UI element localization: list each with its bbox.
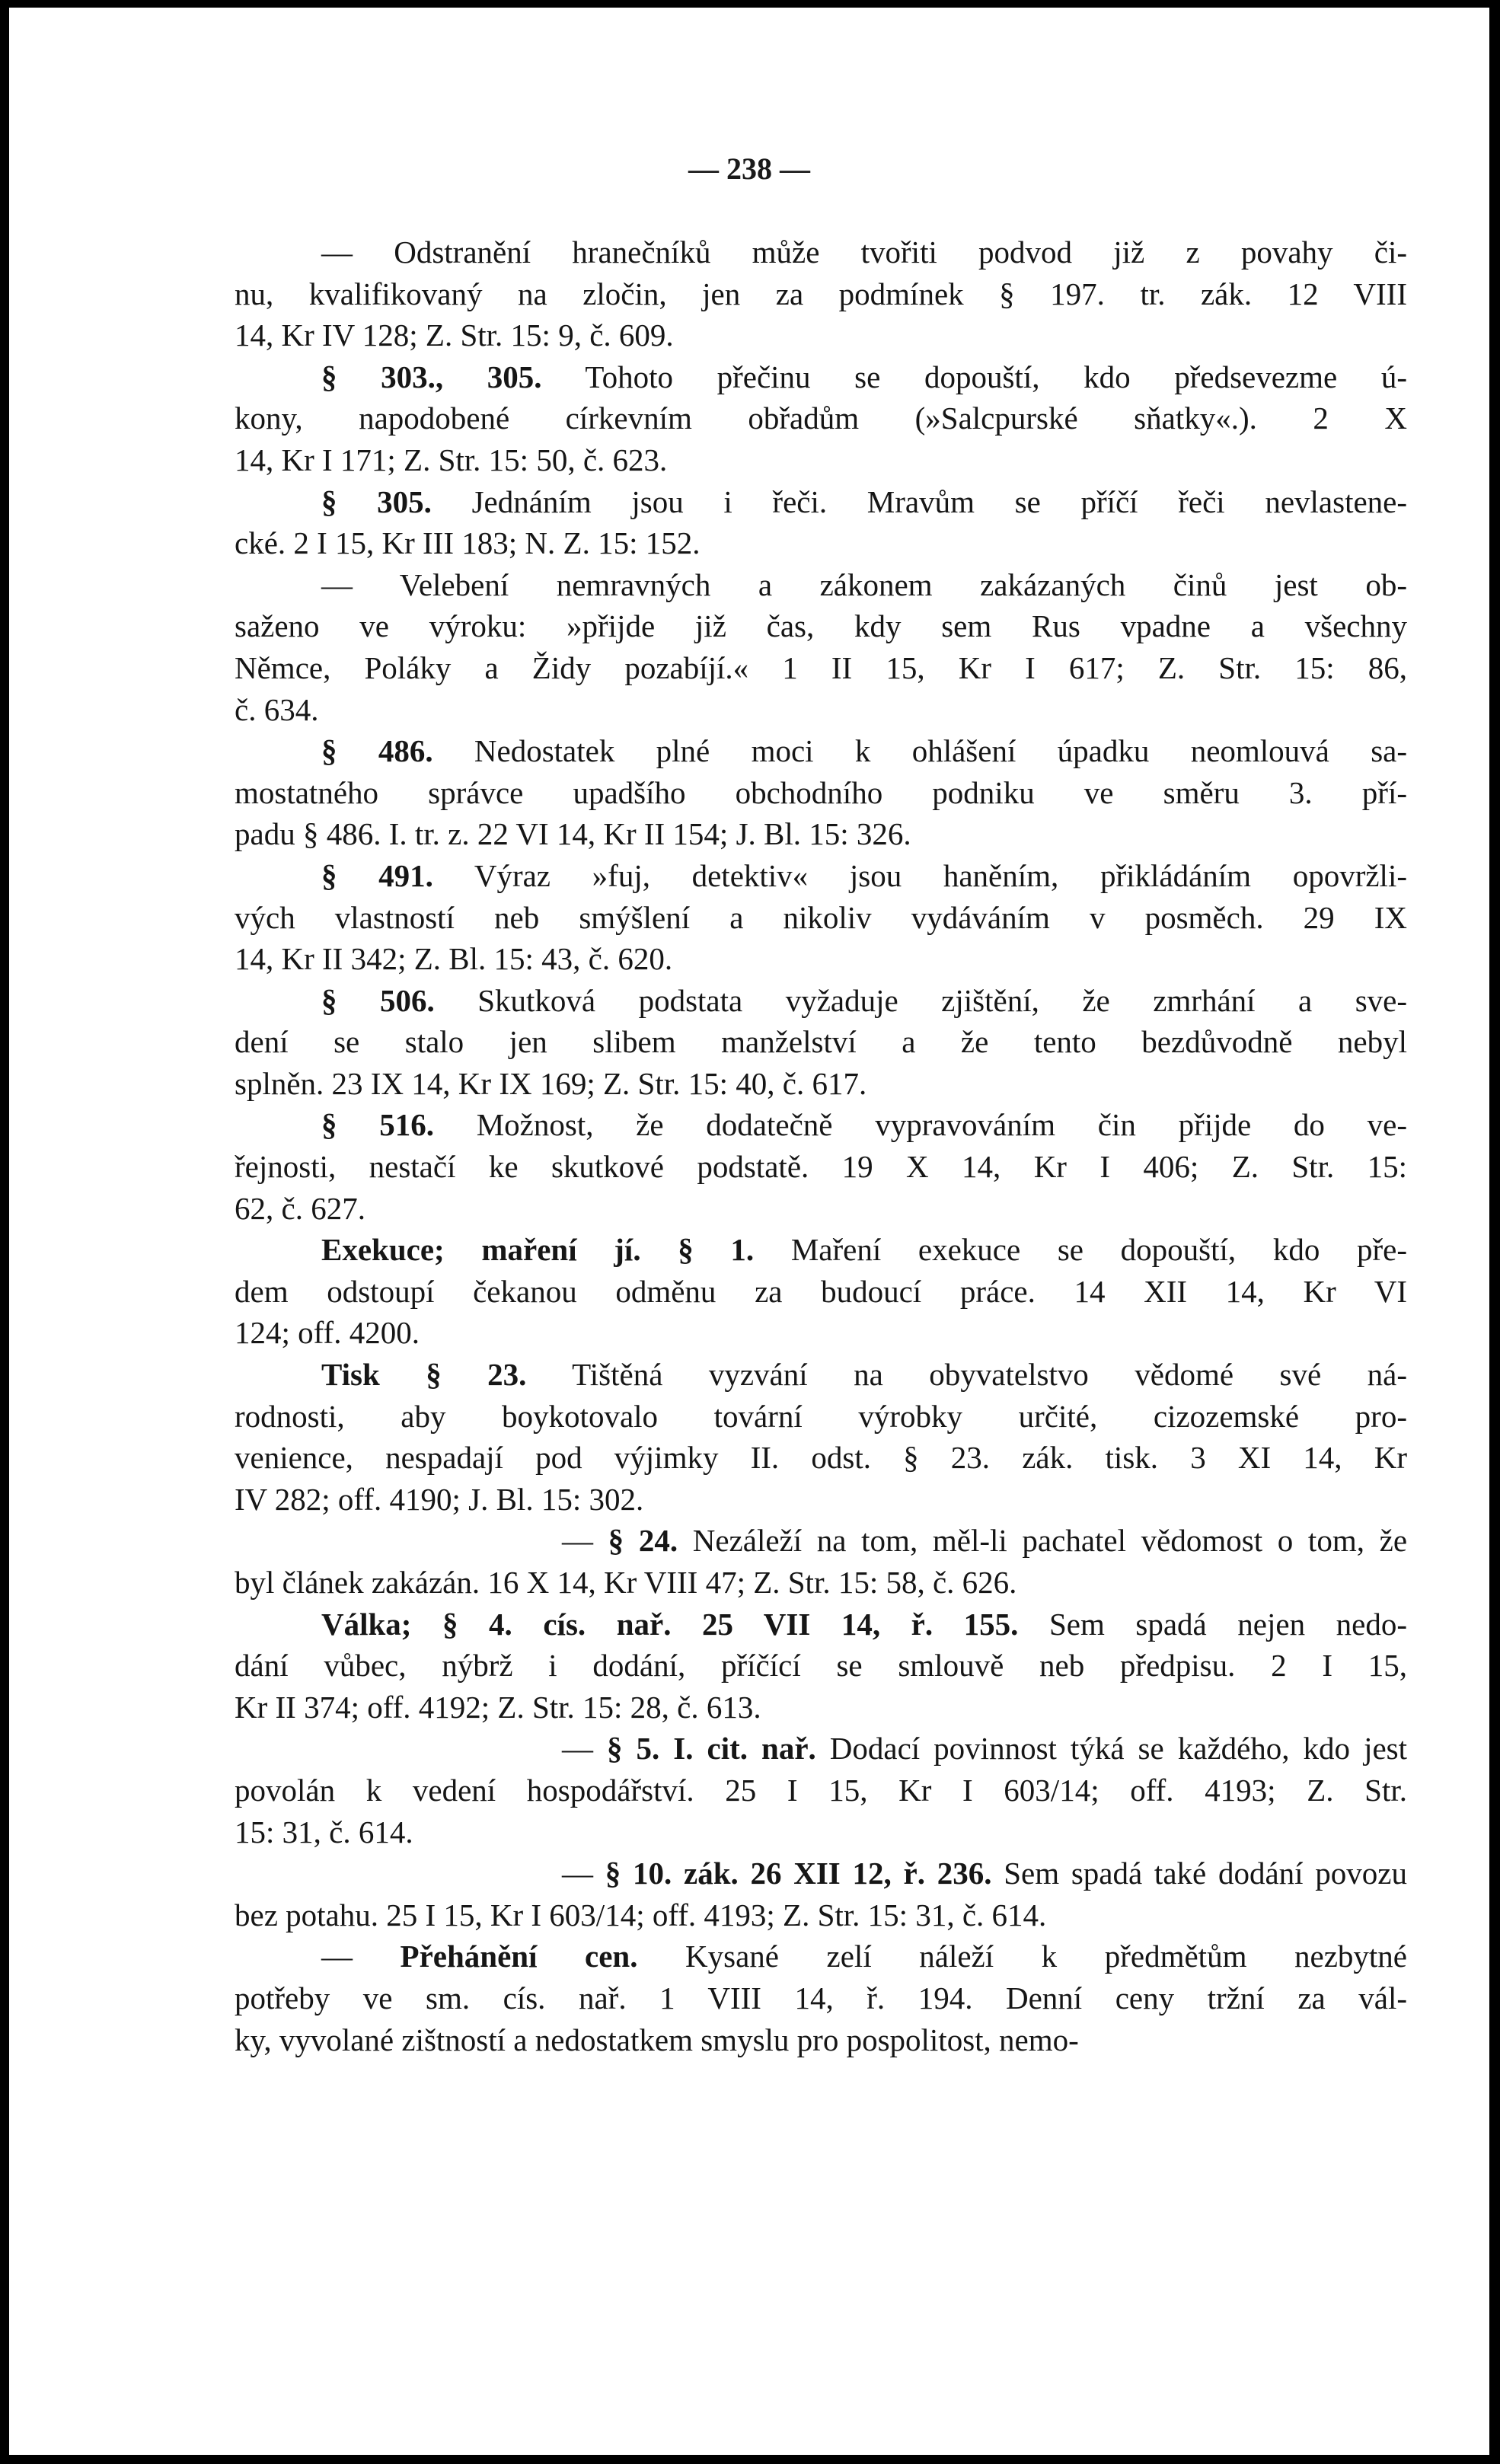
line-text: Němce, Poláky a Židy pozabíjí.« 1 II 15, Kr I 617; Z. Str. 15: 86, [235,650,1407,685]
section-heading: Válka; § 4. cís. nař. 25 VII 14, ř. 155. [321,1606,1019,1642]
page-text-body [235,231,1407,2060]
line-text: Výraz »fuj, detektiv« jsou haněním, přikládáním opovržli- [432,857,1407,893]
line-text: povolán k vedení hospodářství. 25 I 15, Kr I 603/14; off. 4193; Z. Str. [235,1772,1407,1808]
text-line [235,1604,1407,1645]
line-text: 14, Kr II 342; Z. Bl. 15: 43, č. 620. [235,941,673,977]
text-line [235,1188,1407,1230]
text-line [235,1894,1407,1936]
section-heading: § 486. [321,733,433,769]
line-text: dání vůbec, nýbrž i dodání, příčící se smlouvě neb předpisu. 2 I 15, [235,1648,1407,1684]
dash-prefix: — [321,1939,401,1974]
line-text: Skutková podstata vyžaduje zjištění, že zmrhání a sve- [434,982,1408,1018]
text-line [235,231,1407,273]
line-text: padu § 486. I. tr. z. 22 VI 14, Kr II 154; J. Bl. 15: 326. [235,816,911,852]
line-text: Kysané zelí náleží k předmětům nezbytné [637,1939,1407,1974]
text-line [235,1853,1407,1894]
text-line [235,1104,1407,1146]
text-line [235,1229,1407,1271]
line-text: 14, Kr I 171; Z. Str. 15: 50, č. 623. [235,442,668,477]
line-text: Jednáním jsou i řeči. Mravům se příčí řeči nevlastene- [431,484,1408,519]
line-text: IV 282; off. 4190; J. Bl. 15: 302. [235,1481,644,1517]
book-page [9,8,1489,2455]
line-text: saženo ve výroku: »přijde již čas, kdy sem Rus vpadne a všechny [235,608,1407,644]
text-line [235,980,1407,1022]
line-text: splněn. 23 IX 14, Kr IX 169; Z. Str. 15: 40, č. 617. [235,1065,867,1101]
line-text: cké. 2 I 15, Kr III 183; N. Z. 15: 152. [235,525,701,561]
section-heading: § 506. [321,982,435,1018]
line-text: — Velebení nemravných a zákonem zakázaných činů jest ob- [321,567,1407,602]
line-text: řejnosti, nestačí ke skutkové podstatě. 19 X 14, Kr I 406; Z. Str. 15: [235,1149,1407,1185]
text-line [235,897,1407,939]
page-number: — 238 — [688,152,810,186]
text-line [235,1645,1407,1687]
line-text: Možnost, že dodatečně vypravováním čin přijde do ve- [433,1107,1408,1143]
text-line [235,1770,1407,1811]
text-line [235,855,1407,897]
text-line [235,730,1407,772]
dash-prefix: — [562,1856,605,1891]
line-text: byl článek zakázán. 16 X 14, Kr VIII 47; Z. Str. 15: 58, č. 626. [235,1565,1017,1600]
section-heading: § 5. I. cit. nař. [607,1731,816,1767]
line-text: dem odstoupí čekanou odměnu za budoucí práce. 14 XII 14, Kr VI [235,1273,1407,1309]
text-line [235,1271,1407,1313]
section-heading: § 303., 305. [321,359,542,394]
dash-prefix: — [562,1523,608,1559]
text-line [235,689,1407,731]
text-line [235,1562,1407,1604]
text-line [235,1728,1407,1770]
line-text: 124; off. 4200. [235,1315,420,1351]
section-heading: Exekuce; maření jí. § 1. [321,1232,755,1268]
text-line [235,1021,1407,1063]
text-line [235,564,1407,606]
section-heading: Tisk § 23. [321,1357,527,1393]
text-line [235,1437,1407,1479]
section-heading: § 10. zák. 26 XII 12, ř. 236. [605,1856,992,1891]
text-line [235,1146,1407,1188]
line-text: kony, napodobené církevním obřadům (»Salcpurské sňatky«.). 2 X [235,401,1407,436]
line-text: rodnosti, aby boykotovalo tovární výrobky určité, cizozemské pro- [235,1398,1407,1434]
text-line [235,1354,1407,1396]
line-text: bez potahu. 25 I 15, Kr I 603/14; off. 4193; Z. Str. 15: 31, č. 614. [235,1897,1047,1933]
text-line [235,439,1407,481]
text-line [235,938,1407,980]
text-line [235,772,1407,814]
text-line [235,1396,1407,1438]
line-text: 15: 31, č. 614. [235,1814,413,1850]
line-text: 14, Kr IV 128; Z. Str. 15: 9, č. 609. [235,318,674,353]
text-line [235,273,1407,315]
line-text: Dodací povinnost týká se každého, kdo jest [815,1731,1408,1767]
text-line [235,605,1407,647]
line-text: ky, vyvolané zištností a nedostatkem smyslu pro pospolitost, nemo- [235,2022,1079,2057]
section-heading: § 305. [321,484,432,519]
section-heading: § 24. [608,1523,678,1559]
line-text: Nezáleží na tom, měl-li pachatel vědomost o tom, že [678,1523,1408,1559]
line-text: mostatného správce upadšího obchodního podniku ve směru 3. pří- [235,774,1407,810]
line-text: vých vlastností neb smýšlení a nikoliv vydáváním v posměch. 29 IX [235,899,1407,935]
line-text: venience, nespadají pod výjimky II. odst. § 23. zák. tisk. 3 XI 14, Kr [235,1440,1407,1476]
text-line [235,314,1407,356]
text-line [235,481,1407,523]
line-text: Sem spadá nejen nedo- [1018,1606,1407,1642]
line-text: nu, kvalifikovaný na zločin, jen za podmínek § 197. tr. zák. 12 VIII [235,276,1407,311]
line-text: Kr II 374; off. 4192; Z. Str. 15: 28, č. 613. [235,1689,761,1725]
text-line [235,647,1407,689]
text-line [235,1687,1407,1728]
line-text: č. 634. [235,691,319,727]
line-text: Sem spadá také dodání povozu [991,1856,1408,1891]
text-line [235,1811,1407,1853]
text-line [235,2019,1407,2061]
text-line [235,1312,1407,1354]
line-text: Nedostatek plné moci k ohlášení úpadku neomlouvá sa- [432,733,1407,769]
line-text: Tohoto přečinu se dopouští, kdo předsevezme ú- [541,359,1407,394]
line-text: dení se stalo jen slibem manželství a že tento bezdůvodně nebyl [235,1024,1407,1060]
text-line [235,1479,1407,1521]
line-text: potřeby ve sm. cís. nař. 1 VIII 14, ř. 194. Denní ceny tržní za vál- [235,1980,1407,2016]
line-text: Maření exekuce se dopouští, kdo pře- [754,1232,1407,1268]
section-heading: Přehánění cen. [400,1939,638,1974]
text-line [235,1063,1407,1105]
section-heading: § 491. [321,857,433,893]
text-line [235,397,1407,439]
text-line [235,1936,1407,1977]
text-line [235,522,1407,564]
text-line [235,356,1407,398]
dash-prefix: — [562,1731,608,1767]
section-heading: § 516. [321,1107,434,1143]
line-text: — Odstranění hranečníků může tvořiti podvod již z povahy či- [321,235,1407,270]
text-line [235,1977,1407,2019]
text-line [235,813,1407,855]
line-text: Tištěná vyzvání na obyvatelstvo vědomé své ná- [526,1357,1407,1393]
text-line [235,1520,1407,1562]
line-text: 62, č. 627. [235,1190,365,1226]
